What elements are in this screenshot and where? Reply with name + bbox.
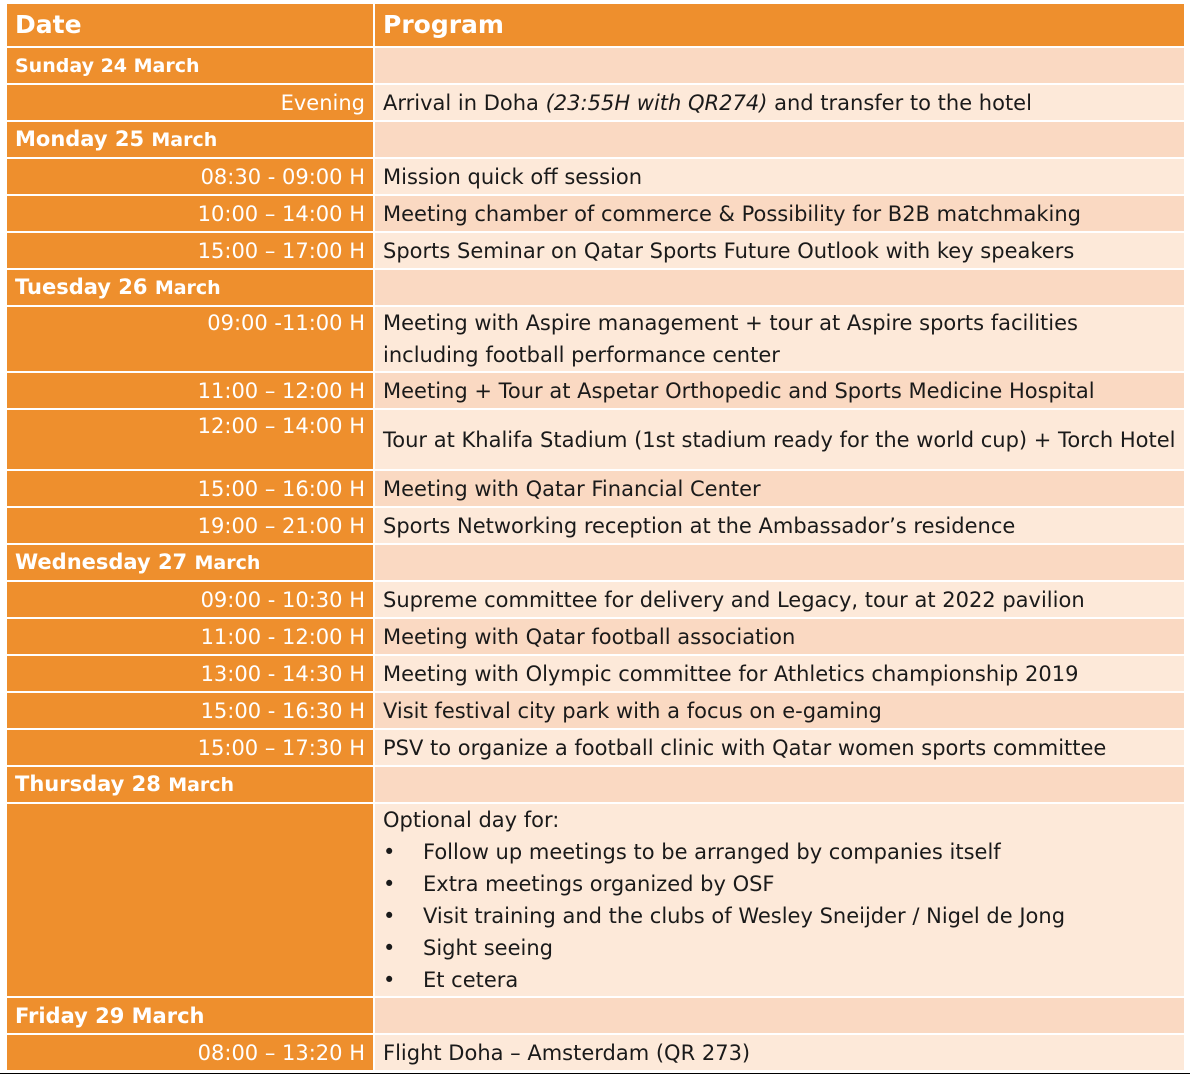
day-row-tuesday: [6, 269, 1185, 306]
day-row-monday: [6, 121, 1185, 158]
event-description: Mission quick off session: [374, 158, 1185, 195]
day-label: Friday 29 March: [6, 997, 374, 1034]
event-row: [6, 232, 1185, 269]
bullet-icon: •: [383, 936, 396, 960]
list-item: [383, 868, 1176, 900]
day-name: Tuesday 26: [15, 275, 148, 299]
event-description: Meeting with Qatar Financial Center: [374, 470, 1185, 507]
date-header: Date: [6, 3, 374, 47]
day-label: [6, 766, 374, 803]
event-text-pre: Arrival in Doha: [383, 90, 546, 115]
event-row: [6, 1034, 1185, 1071]
event-time: 10:00 – 14:00 H: [6, 195, 374, 232]
day-month: March: [194, 552, 261, 574]
event-description: [374, 84, 1185, 121]
day-program-empty: [374, 121, 1185, 158]
event-description: Meeting chamber of commerce & Possibility for B2B matchmaking: [374, 195, 1185, 232]
day-program-empty: [374, 997, 1185, 1034]
optional-time-empty: [6, 803, 374, 997]
optional-day-description: [374, 803, 1185, 997]
program-header: Program: [374, 3, 1185, 47]
event-row: [6, 409, 1185, 470]
bullet-icon: •: [383, 968, 396, 992]
event-time: 19:00 – 21:00 H: [6, 507, 374, 544]
event-row: [6, 158, 1185, 195]
day-label: [6, 121, 374, 158]
event-time: 08:00 – 13:20 H: [6, 1034, 374, 1071]
event-row: [6, 84, 1185, 121]
day-program-empty: [374, 544, 1185, 581]
bullet-icon: •: [383, 904, 396, 928]
day-row-thursday: [6, 766, 1185, 803]
event-row: [6, 618, 1185, 655]
event-description: Visit festival city park with a focus on e-gaming: [374, 692, 1185, 729]
event-description: Supreme committee for delivery and Legacy, tour at 2022 pavilion: [374, 581, 1185, 618]
bullet-icon: •: [383, 872, 396, 896]
event-time: 09:00 - 10:30 H: [6, 581, 374, 618]
program-table: [5, 2, 1186, 1072]
event-row: [6, 470, 1185, 507]
event-time: 09:00 -11:00 H: [6, 306, 374, 372]
list-item: [383, 964, 1176, 996]
event-row: [6, 306, 1185, 372]
event-description: Sports Seminar on Qatar Sports Future Outlook with key speakers: [374, 232, 1185, 269]
day-month: March: [151, 129, 218, 151]
day-name: Wednesday 27: [15, 550, 188, 574]
event-time: 13:00 - 14:30 H: [6, 655, 374, 692]
day-row-friday: [6, 997, 1185, 1034]
day-label: [6, 269, 374, 306]
event-time: 15:00 – 17:00 H: [6, 232, 374, 269]
day-name: Monday 25: [15, 127, 145, 151]
event-time: 15:00 – 16:00 H: [6, 470, 374, 507]
bullet-icon: •: [383, 840, 396, 864]
list-item-text: Extra meetings organized by OSF: [423, 872, 775, 896]
event-time: 11:00 - 12:00 H: [6, 618, 374, 655]
event-description: Flight Doha – Amsterdam (QR 273): [374, 1034, 1185, 1071]
day-label: [6, 544, 374, 581]
event-row: [6, 372, 1185, 409]
event-time: 12:00 – 14:00 H: [6, 409, 374, 470]
event-row: [6, 692, 1185, 729]
event-description: Meeting with Aspire management + tour at Aspire sports facilities including football performance center: [374, 306, 1185, 372]
event-description: Meeting with Qatar football association: [374, 618, 1185, 655]
event-time: 15:00 - 16:30 H: [6, 692, 374, 729]
list-item-text: Sight seeing: [423, 936, 553, 960]
day-program-empty: [374, 269, 1185, 306]
list-item-text: Follow up meetings to be arranged by companies itself: [423, 840, 1001, 864]
day-program-empty: [374, 766, 1185, 803]
event-description: Tour at Khalifa Stadium (1st stadium ready for the world cup) + Torch Hotel: [374, 409, 1185, 470]
event-time: 11:00 – 12:00 H: [6, 372, 374, 409]
event-description: Meeting + Tour at Aspetar Orthopedic and Sports Medicine Hospital: [374, 372, 1185, 409]
day-row-sunday: [6, 47, 1185, 84]
event-description: Meeting with Olympic committee for Athletics championship 2019: [374, 655, 1185, 692]
event-row: [6, 729, 1185, 766]
list-item-text: Visit training and the clubs of Wesley Sneijder / Nigel de Jong: [423, 904, 1066, 928]
optional-list: [383, 836, 1176, 996]
event-time: 08:30 - 09:00 H: [6, 158, 374, 195]
event-flight-info: (23:55H with QR274): [545, 90, 768, 115]
header-row: [6, 3, 1185, 47]
event-row: [6, 581, 1185, 618]
bottom-divider: [0, 1073, 1190, 1074]
day-month: March: [168, 774, 235, 796]
event-row: [6, 195, 1185, 232]
list-item: [383, 900, 1176, 932]
day-row-wednesday: [6, 544, 1185, 581]
event-row: [6, 655, 1185, 692]
event-row: [6, 507, 1185, 544]
event-time: Evening: [6, 84, 374, 121]
list-item: [383, 932, 1176, 964]
day-name: Thursday 28: [15, 772, 161, 796]
event-description: PSV to organize a football clinic with Qatar women sports committee: [374, 729, 1185, 766]
day-program-empty: [374, 47, 1185, 84]
optional-intro: Optional day for:: [383, 808, 560, 832]
optional-day-row: [6, 803, 1185, 997]
event-description: Sports Networking reception at the Ambassador’s residence: [374, 507, 1185, 544]
event-time: 15:00 – 17:30 H: [6, 729, 374, 766]
list-item: [383, 836, 1176, 868]
day-label: Sunday 24 March: [6, 47, 374, 84]
day-month: March: [154, 277, 221, 299]
list-item-text: Et cetera: [423, 968, 519, 992]
event-text-post: and transfer to the hotel: [767, 90, 1032, 115]
